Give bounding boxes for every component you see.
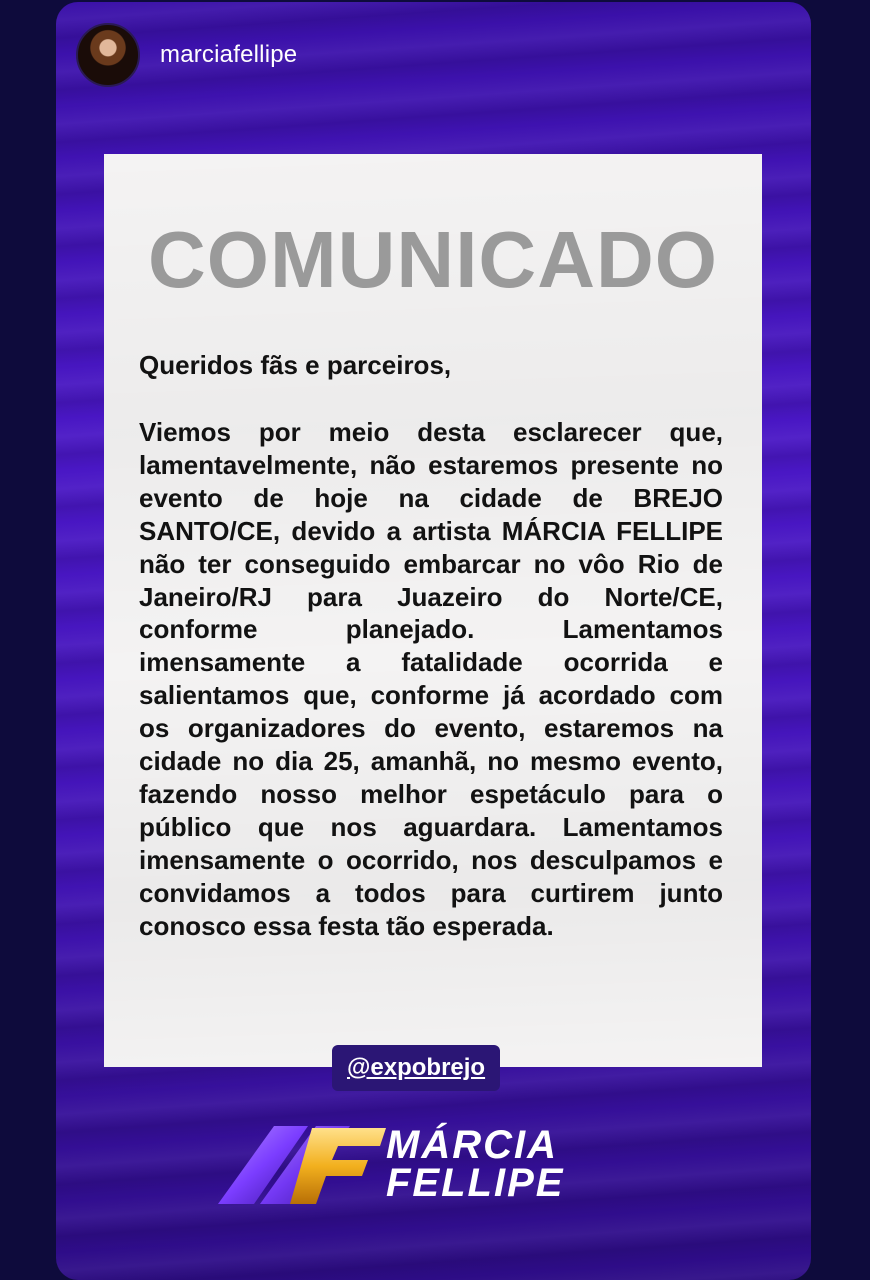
mention-sticker[interactable]: @expobrejo xyxy=(332,1045,500,1091)
logo-line1: MÁRCIA xyxy=(386,1123,558,1167)
logo-mark-icon xyxy=(218,1120,388,1212)
notice-paper xyxy=(104,154,762,1067)
username[interactable]: marciafellipe xyxy=(160,41,298,68)
notice-body: Viemos por meio desta esclarecer que, lamentavelmente, não estaremos presente no evento de hoje na cidade de BREJO SANTO/CE, devido a artista MÁRCIA FELLIPE não ter conseguido embarcar no vôo Rio de Janeiro/RJ para Juazeiro do Norte/CE, conforme planejado. Lamentamos imensamente a fatalidade ocorrida e salientamos que, conforme já acordado com os organizadores do evento, estaremos na cidade no dia 25, amanhã, no mesmo evento, fazendo nosso melhor espetáculo para o público que nos aguardara. Lamentamos imensamente o ocorrido, nos desculpamos e convidamos a todos para curtirem junto conosco essa festa tão esperada. xyxy=(139,417,723,941)
logo-wordmark xyxy=(386,1123,565,1205)
logo-line2: FELLIPE xyxy=(386,1161,565,1205)
notice-greeting: Queridos fãs e parceiros, xyxy=(139,350,452,380)
avatar[interactable] xyxy=(76,23,140,87)
story-header xyxy=(76,22,297,88)
notice-title: COMUNICADO xyxy=(148,215,718,304)
brand-logo xyxy=(218,1120,638,1212)
story-frame xyxy=(56,2,811,1280)
